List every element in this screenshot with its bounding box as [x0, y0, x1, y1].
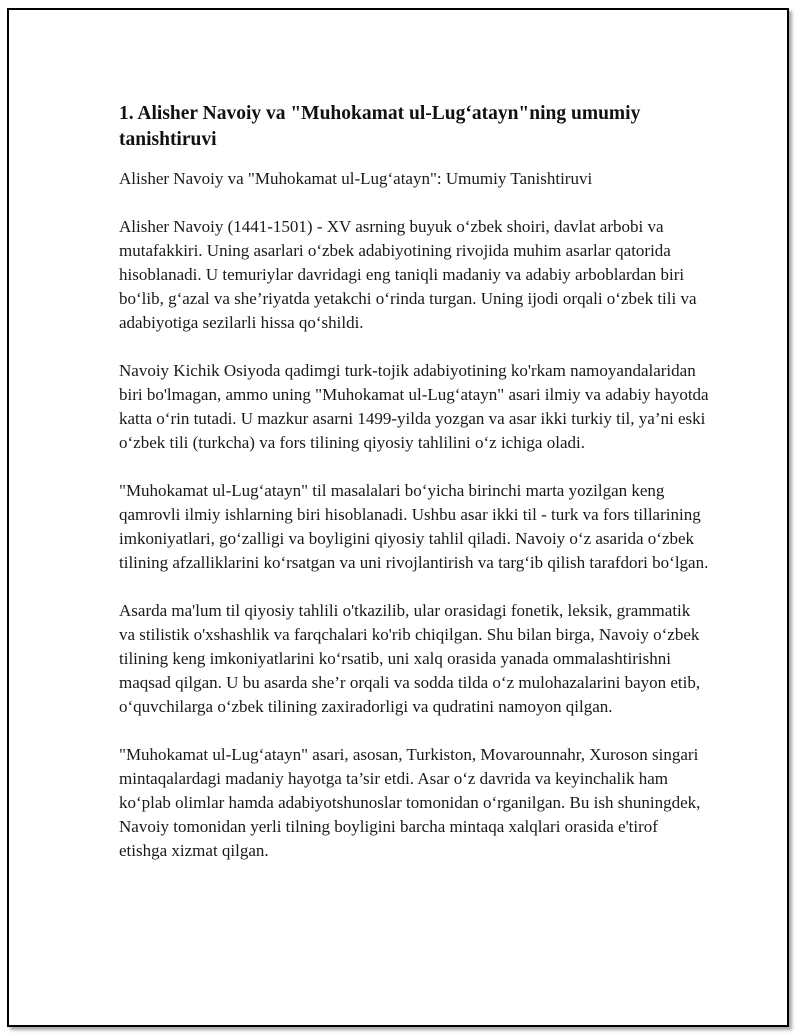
document-page [7, 8, 789, 1027]
paragraph-4: Asarda ma'lum til qiyosiy tahlili o'tkazilib, ular orasidagi fonetik, leksik, grammatik va stilistik o'xshashlik va farqchalari ko'rib chiqilgan. Shu bilan birga, Navoiy o‘zbek tilining keng imkoniyatlarini ko‘rsatib, uni xalq orasida yanada ommalashtirishni maqsad qilgan. U bu asarda she’r orqali va sodda tilda o‘z mulohazalarini bayon etib, o‘quvchilarga o‘zbek tilining zaxiradorligi va qudratini namoyon qilgan. [119, 601, 701, 716]
paragraph-3: "Muhokamat ul-Lug‘atayn" til masalalari bo‘yicha birinchi marta yozilgan keng qamrovli ilmiy ishlarning biri hisoblanadi. Ushbu asar ikki til - turk va fors tillarining imkoniyatlari, go‘zalligi va boyligini qiyosiy tahlil qiladi. Navoiy o‘z asarida o‘zbek tilining afzalliklarini ko‘rsatgan va uni rivojlantirish va targ‘ib qilish tarafdori bo‘lgan. [119, 481, 709, 572]
section-subtitle: Alisher Navoiy va "Muhokamat ul-Lug‘atayn": Umumiy Tanishtiruvi [119, 169, 593, 188]
section-heading: 1. Alisher Navoiy va "Muhokamat ul-Lug‘atayn"ning umumiy tanishtiruvi [119, 103, 641, 150]
paragraph-2: Navoiy Kichik Osiyoda qadimgi turk-tojik adabiyotining ko'rkam namoyandalaridan biri bo'lmagan, ammo uning "Muhokamat ul-Lug‘atayn" asari ilmiy va adabiy hayotda katta o‘rin tutadi. U mazkur asarni 1499-yilda yozgan va asar ikki turkiy til, ya’ni eski o‘zbek tili (turkcha) va fors tilining qiyosiy tahlilini o‘z ichiga oladi. [119, 361, 709, 452]
paragraph-1: Alisher Navoiy (1441-1501) - XV asrning buyuk o‘zbek shoiri, davlat arbobi va mutafakkiri. Uning asarlari o‘zbek adabiyotining rivojida muhim asarlar qatorida hisoblanadi. U temuriylar davridagi eng taniqli madaniy va adabiy arboblardan biri bo‘lib, g‘azal va she’riyatda yetakchi o‘rinda turgan. Uning ijodi orqali o‘zbek tili va adabiyotiga sezilarli hissa qo‘shildi. [119, 217, 697, 332]
document-body [119, 101, 709, 887]
paragraph-5: "Muhokamat ul-Lug‘atayn" asari, asosan, Turkiston, Movarounnahr, Xuroson singari mintaqalardagi madaniy hayotga ta’sir etdi. Asar o‘z davrida va keyinchalik ham ko‘plab olimlar hamda adabiyotshunoslar tomonidan o‘rganilgan. Bu ish shuningdek, Navoiy tomonidan yerli tilning boyligini barcha mintaqa xalqlari orasida e'tirof etishga xizmat qilgan. [119, 745, 701, 860]
